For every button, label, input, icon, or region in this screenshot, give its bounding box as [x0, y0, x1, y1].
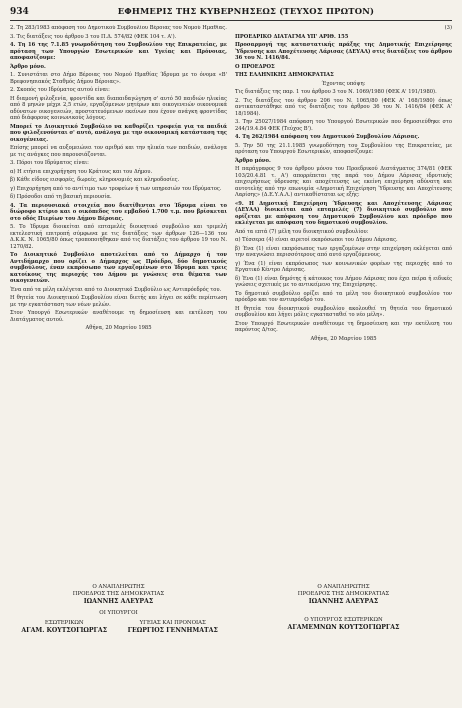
paragraph: Τις διατάξεις της παρ. 1 του άρθρου 3 του Ν. 1069/1980 (ΦΕΚ Α' 191/1980). — [235, 89, 437, 95]
left-column — [10, 25, 227, 599]
gazette-title: ΕΦΗΜΕΡΙΣ ΤΗΣ ΚΥΒΕΡΝΗΣΕΩΣ (ΤΕΥΧΟΣ ΠΡΩΤΟΝ) — [117, 6, 375, 16]
paragraph: Από τα επτά (7) μέλη του διοικητικού συμβουλίου: — [235, 228, 369, 235]
date-line: Αθήνα, 20 Μαρτίου 1985 — [310, 335, 377, 342]
signature-line: Ο ΑΝΑΠΛΗΡΩΤΗΣ — [92, 584, 145, 590]
minister-title: ΥΓΕΙΑΣ ΚΑΙ ΠΡΟΝΟΙΑΣ — [139, 620, 206, 626]
right-signatures — [235, 584, 452, 704]
paragraph: α) Η ετήσια επιχορήγηση του Κράτους και του Δήμου. — [10, 168, 153, 175]
minister-title: ΕΣΩΤΕΡΙΚΩΝ — [44, 620, 84, 626]
paragraph: Η διαμονή φιλοξενία, φροντίδα και διαπαιδαγώγηση σ' αυτό 50 παιδιών ηλικίας από 8 μηνών μέχρι 2,5 ετών, εργαζόμενων μητέρων και οικογενειών οικονομικά αδύνατων οικογενειών, προστατευόμενων εκείνων που έχουν ανάγκη φροντίδας από διάφορους κοινωνικούς λόγους. — [10, 95, 227, 121]
right-column — [235, 25, 452, 599]
signatory-name: ΙΩΑΝΝΗΣ ΑΛΕΥΡΑΣ — [308, 598, 379, 605]
minister-name: ΓΕΩΡΓΙΟΣ ΓΕΝΝΗΜΑΤΑΣ — [127, 627, 218, 634]
paragraph: 2. Τις διατάξεις του άρθρου 206 του Ν. 1065/80 (ΦΕΚ Α' 168/1980) όπως αντικαταστάθηκε από τις διατάξεις του άρθρου 36 του Ν. 1416/84 (ΦΕΚ Α' 18/1984). — [235, 97, 452, 117]
paragraph: Μπορεί το Διοικητικό Συμβούλιο να καθορίζει τροφεία για τα παιδιά που φιλοξενούνται σ' αυτό, ανάλογα με την οικονομική κατάσταση της οικογένειας. — [10, 123, 227, 143]
signature-line: ΠΡΟΕΔΡΟΣ ΤΗΣ ΔΗΜΟΚΡΑΤΙΑΣ — [297, 591, 390, 597]
paragraph: «9. Η Δημοτική Επιχείρηση Ύδρευσης και Αποχέτευσης Λάρισας (ΔΕΥΑΛ) διοικείται από επταμελές (7) διοικητικό συμβούλιο που ορίζεται με απόφαση του Δημοτικού Συμβουλίου και πρόεδρο που εκλέγεται με απόφαση του δημοτικού συμβουλίου. — [235, 200, 452, 226]
paragraph: Η παράγραφος 9 του άρθρου μόνου του Προεδρικού Διατάγματος 374/81 (ΦΕΚ 103/20.4.81 τ. Α') απορρέπεται της παρά του Δήμου Λάρισας ιδρυτικής επιχειρήσεως ύδρευσης και αποχέτευσης ως εκείνη επιχείρηση αδύνατη και αυτοτελής από την επωνυμία «Δημοτική Επιχείρηση Ύδρευσης και Αποχέτευσης Λαρίσης» (Δ.Ε.Υ.Α.Λ.) αντικαθίσταται ως εξής: — [235, 166, 452, 198]
body-columns — [10, 25, 452, 599]
paragraph: 4. Τη 262/1984 απόφαση του Δημοτικού Συμβουλίου Λάρισας. — [235, 134, 420, 140]
paragraph: 5. Το Ίδρυμα διοικείται από επταμελές διοικητικό συμβούλιο και τριμελή εκτελεστική επιτροπή σύμφωνα με τις διατάξεις των άρθρων 126—136 του Δ.Κ.Κ. Ν. 1065/80 όπως τροποποιήθηκαν από τις διατάξεις του άρθρου 19 του Ν. 1270/82. — [10, 224, 227, 250]
president-heading: Ο ΠΡΟΕΔΡΟΣ — [235, 63, 275, 70]
paragraph: Η θητεία του διοικητικού συμβουλίου ακολουθεί τη θητεία του δημοτικού συμβουλίου και λήγει μόλις εγκατασταθεί το νέο μέλη». — [235, 305, 452, 318]
signature-line: Ο ΑΝΑΠΛΗΡΩΤΗΣ — [317, 584, 370, 590]
paragraph: Η θητεία του Διοικητικού Συμβουλίου είναι διετής και λήγει σε κάθε περίπτωση με την εγκατάσταση των νέων μελών. — [10, 295, 227, 308]
left-signatures — [10, 584, 227, 704]
paragraph: α) Τέσσερα (4) είναι αιρετοί εκπρόσωποι του Δήμου Λάρισας. — [235, 237, 398, 243]
paragraph: 3. Τις διατάξεις του άρθρου 3 του Π.Δ. 574/82 (ΦΕΚ 104 τ. Α'). — [10, 33, 177, 40]
paragraph: 3. Πόροι του Ιδρύματος είναι: — [10, 160, 89, 166]
page-header — [10, 6, 452, 21]
paragraph: 2. Τη 283/1983 απόφαση του Δημοτικού Συμβουλίου Βέροιας του Νομού Ημαθίας. — [10, 25, 227, 31]
minister-name: ΑΓΑΜ. ΚΟΥΤΣΟΓΙΩΡΓΑΣ — [21, 627, 108, 634]
paragraph: Στον Υπουργό Εσωτερικών αναθέτουμε τη δημοσίευση και την εκτέλεση του παρόντος Δ/τος. — [235, 320, 452, 333]
paragraph: 3. Την 25027/1984 απόφαση του Υπουργού Εσωτερικών που δημοσιεύθηκε στο 244/19.4.84 ΦΕΚ (Τεύχος Β'). — [235, 119, 452, 132]
paragraph: 5. Την 50 της 21.1.1985 γνωμοδότηση του Συμβουλίου της Επικρατείας, με πρόταση του Υπουργού Εσωτερικών, αποφασίζουμε: — [235, 142, 452, 155]
paragraph: Το δημοτικό συμβούλιο ορίζει από τα μέλη του διοικητικού συμβουλίου τον πρόεδρο και τον αντιπρόεδρό του. — [235, 290, 452, 303]
signature-block — [10, 584, 452, 704]
paragraph: 4. Τη 16 της 7.1.85 γνωμοδότηση του Συμβουλίου της Επικρατείας, με πρόταση των Υπουργών Εσωτερικών και Υγείας και Πρόνοιας, αποφασίζουμε: — [10, 42, 227, 61]
decree-subject: Προσαρμογή της καταστατικής πράξης της Δημοτικής Επιχείρησης Ύδρευσης και Αποχέτευσης Λάρισας (ΔΕΥΑΛ) στις διατάξεις του άρθρου 36 του Ν. 1416/84. — [235, 42, 452, 61]
paragraph: γ) Επιχορήγηση από το αντίτιμο των τροφείων ή των υπηρεσιών του Ιδρύματος. — [10, 185, 222, 192]
paragraph: δ) Πρόσοδοι από τη βασική περιουσία. — [10, 194, 112, 200]
minister-name: ΑΓΑΜΕΜΝΩΝ ΚΟΥΤΣΟΓΙΩΡΓΑΣ — [287, 624, 400, 631]
minister-title: Ο ΥΠΟΥΡΓΟΣ ΕΣΩΤΕΡΙΚΩΝ — [304, 617, 383, 623]
paragraph: Επίσης μπορεί να αυξομειώνει τον αριθμό και την ηλικία των παιδιών, ανάλογα με τις ανάγκες που παρουσιάζονται. — [10, 145, 227, 158]
paragraph: Το Διοικητικό Συμβούλιο αποτελείται από το Δήμαρχο ή τον Αντιδήμαρχο που ορίζει ο Δήμαρχος ως Πρόεδρο, δύο δημοτικούς συμβούλους, έναν εκπρόσωπο των εργαζομένων στο Ίδρυμα και τρεις κατοίκους της περιοχής του Δήμου με γνώσεις στα θέματα των οικογενειών. — [10, 252, 227, 284]
article-heading: Άρθρο μόνο. — [10, 63, 46, 70]
signature-line: ΠΡΟΕΔΡΟΣ ΤΗΣ ΔΗΜΟΚΡΑΤΙΑΣ — [72, 591, 165, 597]
paragraph: 1. Συνιστάται στο Δήμο Βέροιας του Νομού Ημαθίας Ίδρυμα με το όνομα «Β' Βρεφονηπιακός Σταθμός Δήμου Βέροιας». — [10, 72, 227, 85]
intro-line: Έχοντας υπόψη: — [321, 80, 366, 87]
paragraph: 2. Σκοπός του Ιδρύματος αυτού είναι: — [10, 87, 110, 93]
paragraph: β) Κάθε είδους εισφορές, δωρεές, κληρονομιές και κληροδοσίες. — [10, 177, 180, 183]
paragraph: Ένα από τα μέλη εκλέγεται από το Διοικητικό Συμβούλιο ως Αντιπρόεδρός του. — [10, 286, 222, 293]
paragraph: γ) Ένα (1) είναι εκπρόσωπος των κοινωνικών φορέων της περιοχής από το Εργατικό Κέντρο Λάρισας. — [235, 260, 452, 273]
republic-heading: ΤΗΣ ΕΛΛΗΝΙΚΗΣ ΔΗΜΟΚΡΑΤΙΑΣ — [235, 72, 334, 78]
ministers-label: ΟΙ ΥΠΟΥΡΓΟΙ — [99, 610, 138, 616]
page-number: 934 — [10, 7, 29, 17]
paragraph: Στον Υπουργό Εσωτερικών αναθέτουμε τη δημοσίευση και εκτέλεση του Διατάγματος αυτού. — [10, 310, 227, 323]
paragraph: 4. Τα περιουσιακά στοιχεία που διατίθενται στο Ίδρυμα είναι το διώροφο κτίριο και ο οικόπεδος του εμβαδού 1.700 τ.μ. που βρίσκεται στο οδός Πιερίων του Δήμου Βέροιας. — [10, 202, 227, 222]
date-line: Αθήνα, 20 Μαρτίου 1985 — [85, 325, 152, 331]
item-number: (3) — [444, 25, 452, 31]
signatory-name: ΙΩΑΝΝΗΣ ΑΛΕΥΡΑΣ — [83, 598, 154, 605]
decree-title: ΠΡΟΕΔΡΙΚΟ ΔΙΑΤΑΓΜΑ ΥΠ' ΑΡΙΘ. 155 — [235, 33, 349, 40]
paragraph: δ) Ένα (1) είναι δημότης ή κάτοικος του Δήμου Λάρισας που έχει πείρα ή ειδικές γνώσεις σχετικές με το αντικείμενο της Επιχείρησης. — [235, 275, 452, 288]
article-heading: Άρθρο μόνο. — [235, 157, 271, 164]
paragraph: β) Ένα (1) είναι εκπρόσωπος των εργαζομένων στην επιχείρηση εκλέγεται από την αναγνώσει περισσότερους από αυτό εργαζόμενους. — [235, 245, 452, 258]
